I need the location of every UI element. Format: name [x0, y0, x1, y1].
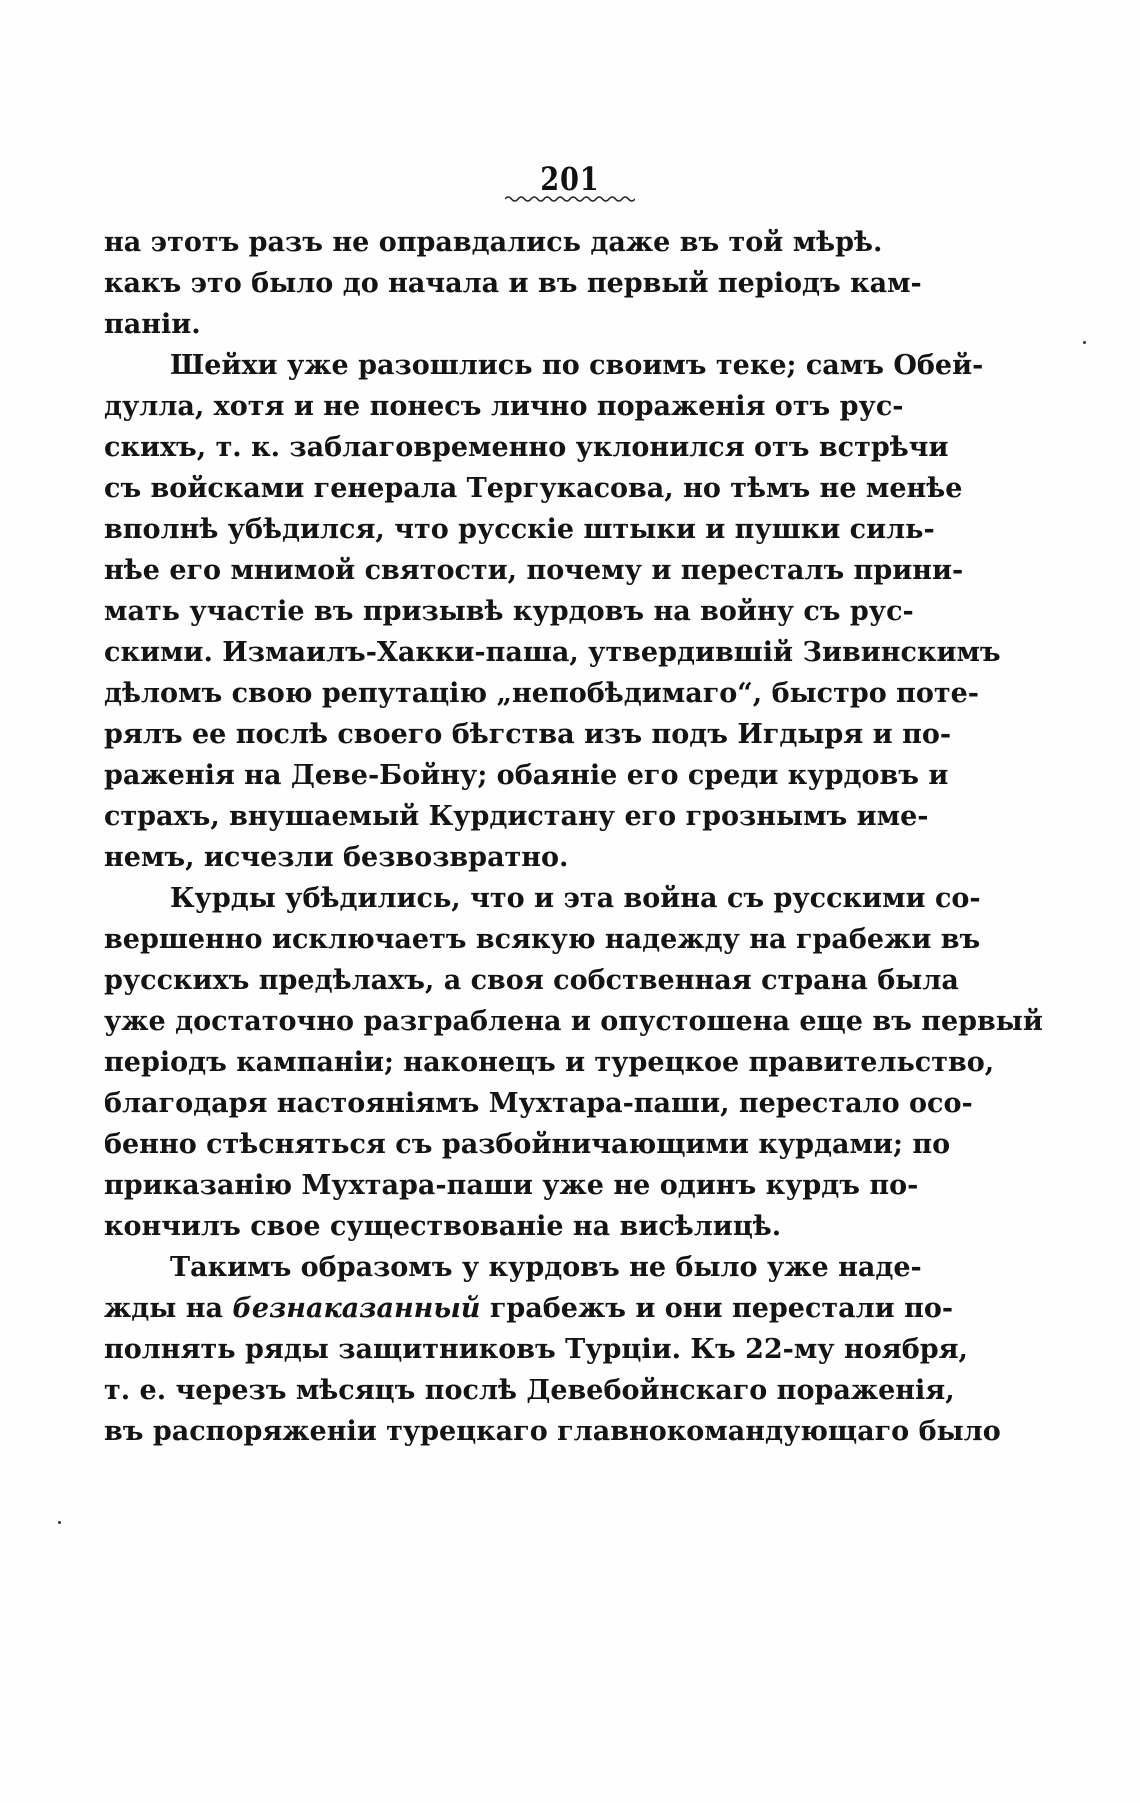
text-line: нѣе его мнимой святости, почему и пересталъ прини- — [104, 555, 964, 586]
text-line: вершенно исключаетъ всякую надежду на грабежи въ — [104, 924, 981, 955]
text-line: на этотъ разъ не оправдались даже въ той мѣрѣ. — [104, 227, 883, 258]
text-line: Такимъ образомъ у курдовъ не было уже наде- — [170, 1252, 922, 1283]
text-line: Курды убѣдились, что и эта война съ русскими со- — [170, 883, 981, 914]
text-line: скихъ, т. к. заблаговременно уклонился отъ встрѣчи — [104, 432, 949, 463]
text-line: приказанію Мухтара-паши уже не одинъ курдъ по- — [104, 1170, 919, 1201]
text-line: благодаря настояніямъ Мухтара-паши, перестало осо- — [104, 1088, 973, 1119]
text-line: немъ, исчезли безвозвратно. — [104, 842, 569, 873]
text-line: бенно стѣсняться съ разбойничающими курдами; по — [104, 1129, 951, 1160]
page-number: 201 — [540, 160, 600, 198]
body-text — [104, 222, 1043, 1452]
text-line: дулла, хотя и не понесъ лично пораженія отъ рус- — [104, 391, 904, 422]
text-line: вполнѣ убѣдился, что русскіе штыки и пушки силь- — [104, 514, 935, 545]
text-line: паніи. — [104, 309, 201, 340]
text-line: Шейхи уже разошлись по своимъ теке; самъ Обей- — [170, 350, 984, 381]
text-line: въ распоряженіи турецкаго главнокомандующаго было — [104, 1416, 1001, 1447]
text-line: русскихъ предѣлахъ, а своя собственная страна была — [104, 965, 959, 996]
text-line: рялъ ее послѣ своего бѣгства изъ подъ Игдыря и по- — [104, 719, 952, 750]
text-line: періодъ кампаніи; наконецъ и турецкое правительство, — [104, 1047, 995, 1078]
text-line: скими. Измаилъ-Хакки-паша, утвердившій Зивинскимъ — [104, 637, 1001, 668]
italic-word: безнаказанный — [232, 1293, 481, 1324]
text-line: какъ это было до начала и въ первый періодъ кам- — [104, 268, 922, 299]
text-line: дѣломъ свою репутацію „непобѣдимаго“, быстро поте- — [104, 678, 980, 709]
text-line: раженія на Деве-Бойну; обаяніе его среди курдовъ и — [104, 760, 949, 791]
text-line: кончилъ свое существованіе на висѣлицѣ. — [104, 1211, 782, 1242]
text-line: полнять ряды защитниковъ Турціи. Къ 22-му ноября, — [104, 1334, 968, 1365]
text-line-with-italic — [104, 1288, 954, 1329]
page-header — [0, 160, 1140, 204]
scan-speck — [1083, 341, 1086, 344]
text-line: уже достаточно разграблена и опустошена еще въ первый — [104, 1006, 1043, 1037]
text-fragment: жды на — [104, 1293, 233, 1324]
text-line: страхъ, внушаемый Курдистану его грознымъ име- — [104, 801, 929, 832]
text-line: мать участіе въ призывѣ курдовъ на войну съ рус- — [104, 596, 914, 627]
scan-speck — [58, 1521, 61, 1524]
text-line: съ войсками генерала Тергукасова, но тѣмъ не менѣе — [104, 473, 963, 504]
text-fragment: грабежъ и они перестали по- — [480, 1293, 954, 1324]
text-line: т. е. черезъ мѣсяцъ послѣ Девебойнскаго пораженія, — [104, 1375, 955, 1406]
